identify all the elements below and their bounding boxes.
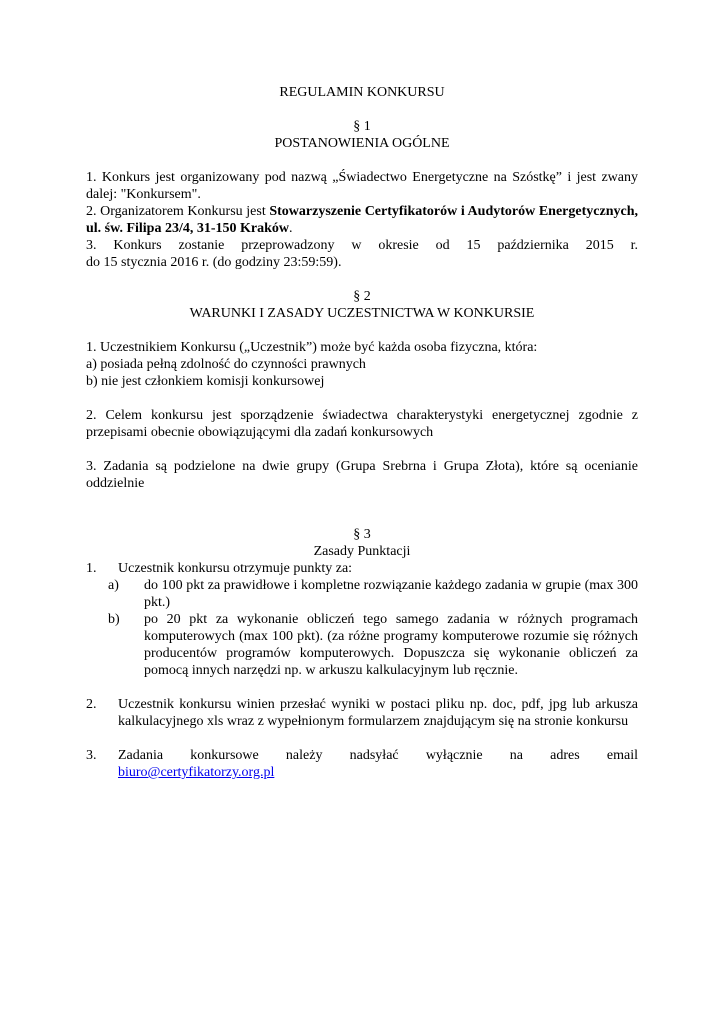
list-item-text: Zadania konkursowe należy nadsyłać wyłącznie na adres email <box>118 748 638 763</box>
section-1-paragraph-1: 1. Konkurs jest organizowany pod nazwą „Świadectwo Energetyczne na Szóstkę” i jest zwany dalej: "Konkursem". <box>86 170 638 202</box>
sub-list-item-text: do 100 pkt za prawidłowe i kompletne rozwiązanie każdego zadania w grupie (max 300 pkt.) <box>144 578 638 610</box>
list-number: 1. <box>86 561 97 576</box>
section-2-heading: WARUNKI I ZASADY UCZESTNICTWA W KONKURSIE <box>189 306 535 321</box>
section-3-mark: § 3 <box>353 527 371 542</box>
section-1-paragraph-3-line-1: 3. Konkurs zostanie przeprowadzony w okresie od 15 października 2015 r. <box>86 238 638 253</box>
list-item-text: Uczestnik konkursu winien przesłać wyniki w postaci pliku np. doc, pdf, jpg lub arkusza kalkulacyjnego xls wraz z wypełnionym formularzem znajdującym się na stronie konkursu <box>118 697 638 729</box>
sub-list-item <box>86 611 638 679</box>
section-1-heading: POSTANOWIENIA OGÓLNE <box>274 136 450 151</box>
list-item <box>86 560 638 577</box>
section-2-paragraph-2: 2. Celem konkursu jest sporządzenie świadectwa charakterystyki energetycznej zgodnie z przepisami obecnie obowiązującymi dla zadań konkursowych <box>86 408 638 440</box>
section-2-mark: § 2 <box>353 289 371 304</box>
document-title: REGULAMIN KONKURSU <box>279 85 445 100</box>
contact-email-link[interactable]: biuro@certyfikatorzy.org.pl <box>118 765 275 780</box>
section-1-mark: § 1 <box>353 119 371 134</box>
document-page <box>86 84 638 781</box>
section-2-paragraph-1: 1. Uczestnikiem Konkursu („Uczestnik”) może być każda osoba fizyczna, która: <box>86 340 538 355</box>
scoring-list <box>86 560 638 781</box>
list-number: 2. <box>86 697 97 712</box>
list-item-text: Uczestnik konkursu otrzymuje punkty za: <box>118 561 353 576</box>
list-item <box>86 696 638 730</box>
section-2-paragraph-3: 3. Zadania są podzielone na dwie grupy (Grupa Srebrna i Grupa Złota), które są ocenianie oddzielnie <box>86 459 638 491</box>
organizer-name: Stowarzyszenie Certyfikatorów i Audytorów Energetycznych, ul. św. Filipa 23/4, 31-150 Kraków <box>86 204 638 236</box>
section-1-paragraph-2 <box>86 203 638 237</box>
organizer-prefix: 2. Organizatorem Konkursu jest <box>86 204 270 219</box>
sub-list-label: a) <box>108 578 119 593</box>
section-3-heading: Zasady Punktacji <box>313 544 411 559</box>
sub-list-item <box>86 577 638 611</box>
section-2-condition-b: b) nie jest członkiem komisji konkursowej <box>86 374 325 389</box>
list-item <box>86 747 638 781</box>
sub-list-item-text: po 20 pkt za wykonanie obliczeń tego samego zadania w różnych programach komputerowych (max 100 pkt). (za różne programy komputerowe rozumie się różnych producentów programów komputerowych. Dopuszcza się wykonanie obliczeń za pomocą innych narzędzi np. w arkuszu kalkulacyjnym lub ręcznie. <box>144 612 638 678</box>
sub-list-label: b) <box>108 612 120 627</box>
organizer-suffix: . <box>289 221 293 236</box>
list-number: 3. <box>86 748 97 763</box>
section-1-paragraph-3-line-2: do 15 stycznia 2016 r. (do godziny 23:59:59). <box>86 255 342 270</box>
section-2-condition-a: a) posiada pełną zdolność do czynności prawnych <box>86 357 366 372</box>
